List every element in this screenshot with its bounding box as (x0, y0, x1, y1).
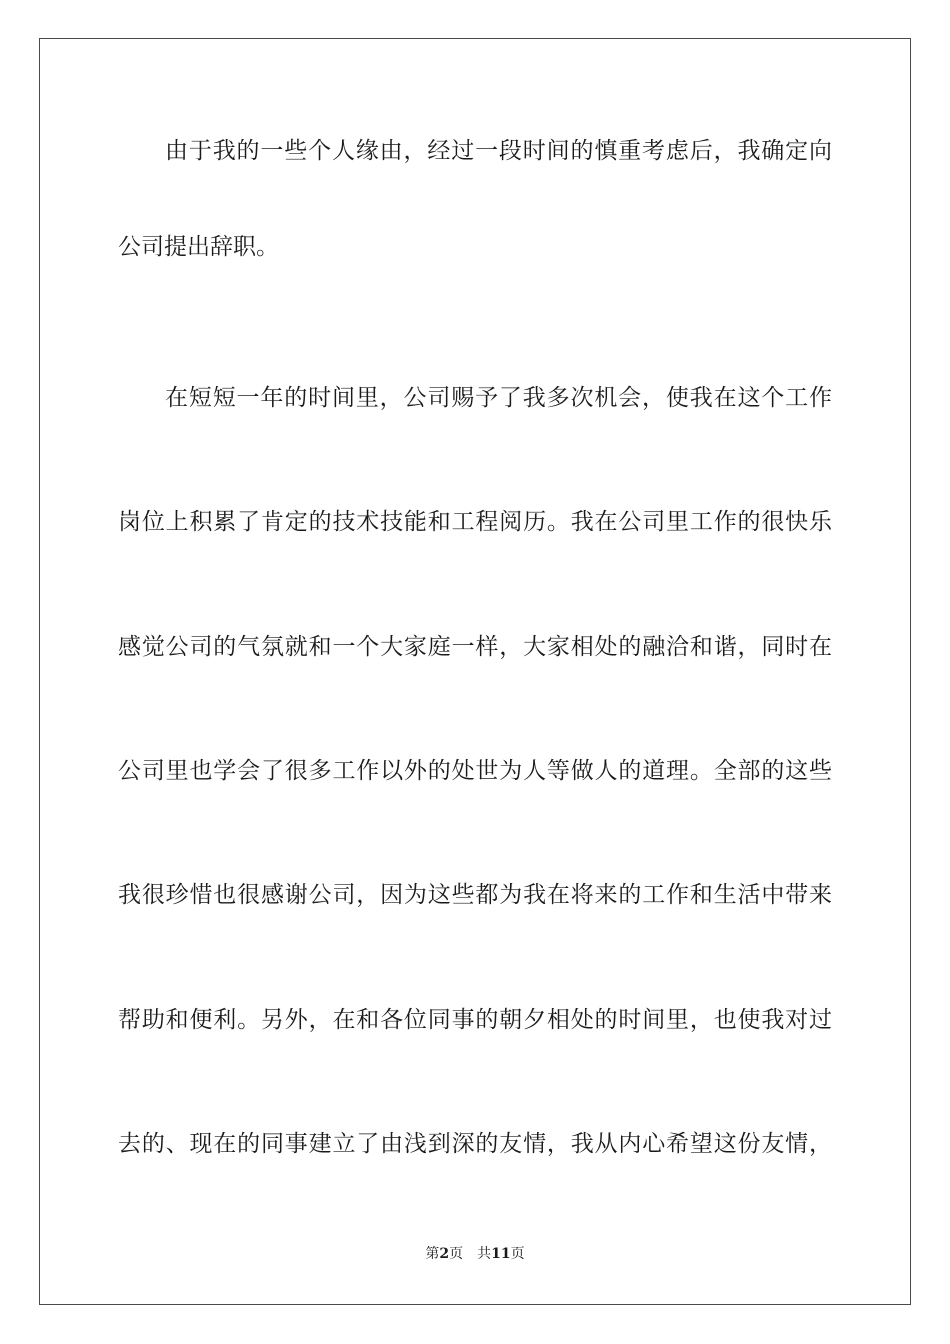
paragraph-2-line-5: 我很珍惜也很感谢公司，因为这些都为我在将来的工作和生活中带来 (118, 882, 832, 908)
paragraph-2-line-7: 去的、现在的同事建立了由浅到深的友情，我从内心希望这份友情， (118, 1131, 832, 1157)
paragraph-1-line-1: 由于我的一些个人缘由，经过一段时间的慎重考虑后，我确定向 (165, 138, 832, 164)
page-prefix: 第 (425, 1246, 440, 1262)
total-prefix: 共 (477, 1246, 492, 1262)
total-suffix: 页 (510, 1246, 525, 1262)
paragraph-2-line-2: 岗位上积累了肯定的技术技能和工程阅历。我在公司里工作的很快乐 (118, 509, 832, 535)
paragraph-2-line-4: 公司里也学会了很多工作以外的处世为人等做人的道理。全部的这些 (118, 758, 832, 784)
page-suffix: 页 (449, 1246, 464, 1262)
page-number: 2 (439, 1246, 450, 1262)
page-border (39, 38, 911, 1305)
total-pages: 11 (491, 1246, 511, 1262)
paragraph-2-line-6: 帮助和便利。另外，在和各位同事的朝夕相处的时间里，也使我对过 (118, 1007, 832, 1033)
paragraph-1-line-2: 公司提出辞职。 (118, 234, 279, 260)
page-footer (0, 1245, 950, 1263)
paragraph-2-line-3: 感觉公司的气氛就和一个大家庭一样，大家相处的融洽和谐，同时在 (118, 634, 832, 660)
paragraph-2-line-1: 在短短一年的时间里，公司赐予了我多次机会，使我在这个工作 (165, 385, 832, 411)
